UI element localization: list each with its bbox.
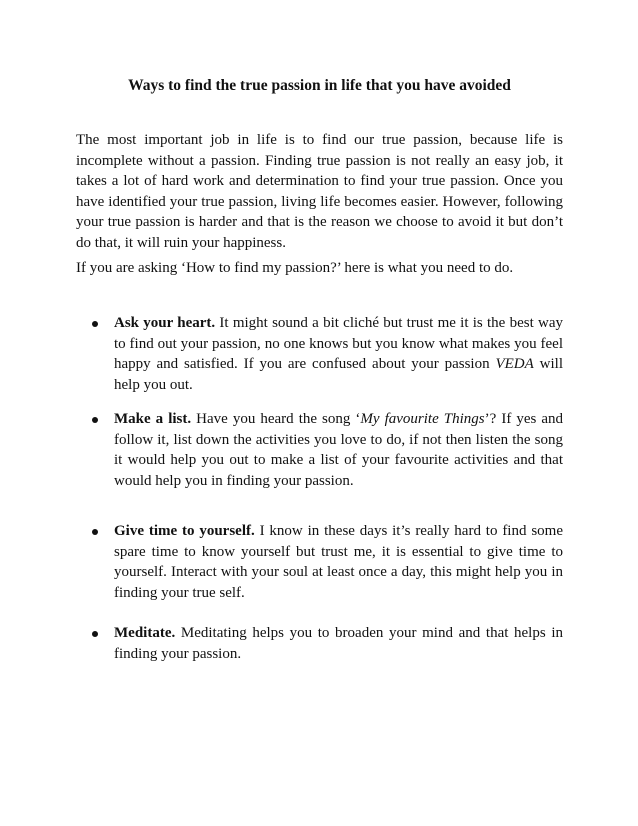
list-item — [114, 313, 563, 395]
bullet-heading: Meditate. — [114, 625, 176, 641]
question-paragraph: If you are asking ‘How to find my passion?’ here is what you need to do. — [76, 260, 514, 276]
document-title: Ways to find the true passion in life that you have avoided — [128, 77, 511, 94]
bullet-icon — [92, 529, 98, 535]
list-item — [114, 521, 563, 603]
bullet-heading: Give time to yourself. — [114, 523, 255, 539]
bullet-heading: Ask your heart. — [114, 315, 216, 331]
bullet-emphasis: My favourite Things — [360, 411, 485, 427]
bullet-emphasis: VEDA — [495, 356, 534, 372]
bullet-icon — [92, 631, 98, 637]
bullet-text: Have you heard the song ‘ — [191, 411, 361, 427]
bullet-text: It might sound a bit cliché but trust me it is the best way to find out your passion, no one knows but you know what makes you feel happy and satisfied. If you are confused about your passion — [114, 315, 563, 372]
bullet-icon — [92, 321, 98, 327]
list-item — [114, 623, 563, 664]
list-item — [114, 409, 563, 491]
bullet-text-end: ’? If yes and follow it, list down the activities you love to do, if not then listen the song it would help you out to make a list of your favourite activities and that would help you in finding your passion. — [114, 411, 564, 489]
bullet-text: Meditating helps you to broaden your mind and that helps in finding your passion. — [114, 625, 563, 662]
bullet-icon — [92, 417, 98, 423]
intro-paragraph: The most important job in life is to find our true passion, because life is incomplete without a passion. Finding true passion is not really an easy job, it takes a lot of hard work and determination to find your true passion. Once you have identified your true passion, living life becomes easier. However, following your true passion is harder and that is the reason we choose to avoid it but don’t do that, it will ruin your happiness. — [76, 132, 563, 251]
bullet-text-end: will help you out. — [114, 356, 563, 393]
bullet-heading: Make a list. — [114, 411, 192, 427]
bullet-text: I know in these days it’s really hard to find some spare time to know yourself but trust me, it is essential to give time to yourself. Interact with your soul at least once a day, this might help you in finding your true self. — [114, 523, 563, 601]
